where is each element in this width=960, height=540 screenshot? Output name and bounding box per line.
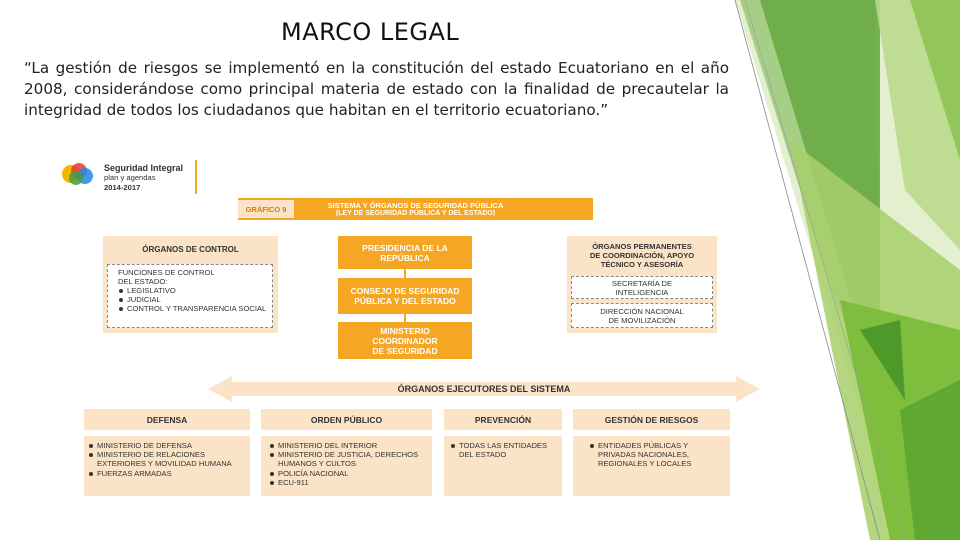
control-organs-panel: [103, 236, 278, 333]
logo-text: [104, 163, 196, 192]
list-item: LEGISLATIVO: [118, 286, 262, 295]
logo-years: 2014-2017: [104, 183, 141, 192]
prevention-list: [450, 441, 556, 459]
list-item: CONTROL Y TRANSPARENCIA SOCIAL: [118, 304, 267, 313]
list-item: MINISTERIO DE JUSTICIA, DERECHOS HUMANOS Y CULTOS: [269, 450, 424, 468]
connector: [404, 314, 406, 322]
control-functions-box: [107, 264, 273, 328]
defense-list: [88, 441, 246, 478]
intelligence-secretariat-box: SECRETARÍA DE INTELIGENCIA: [571, 276, 713, 299]
security-council-box: CONSEJO DE SEGURIDAD PÚBLICA Y DEL ESTADO: [338, 278, 472, 314]
list-item: POLICÍA NACIONAL: [269, 469, 424, 478]
risk-management-list: [589, 441, 714, 469]
national-mobilization-box: DIRECCIÓN NACIONAL DE MOVILIZACIÓN: [571, 303, 713, 328]
list-item: ECU-911: [269, 478, 424, 487]
slide-title: MARCO LEGAL: [281, 18, 460, 46]
executors-label: ÓRGANOS EJECUTORES DEL SISTEMA: [397, 384, 571, 394]
control-functions-list: [118, 286, 267, 314]
logo-subtitle: plan y agendas: [104, 173, 156, 182]
control-functions-title: FUNCIONES DE CONTROL DEL ESTADO:: [118, 268, 215, 286]
list-item: JUDICIAL: [118, 295, 262, 304]
defense-list-panel: [84, 436, 250, 496]
figure-badge: GRÁFICO 9: [238, 200, 294, 218]
coordinating-ministry-box: MINISTERIO COORDINADOR DE SEGURIDAD: [338, 322, 472, 359]
seguridad-integral-logo-icon: [59, 162, 99, 186]
public-order-header: ORDEN PÚBLICO: [261, 409, 432, 430]
presidency-box: PRESIDENCIA DE LA REPÚBLICA: [338, 236, 472, 269]
permanent-organs-panel: [567, 236, 717, 333]
banner-title: SISTEMA Y ÓRGANOS DE SEGURIDAD PÚBLICA: [327, 201, 504, 210]
logo-divider: [195, 160, 197, 194]
control-organs-header: ÓRGANOS DE CONTROL: [142, 244, 239, 254]
public-order-list: [269, 441, 424, 487]
prevention-list-panel: [444, 436, 562, 496]
banner-subtitle: (LEY DE SEGURIDAD PÚBLICA Y DEL ESTADO): [335, 210, 496, 217]
defense-header: DEFENSA: [84, 409, 250, 430]
connector: [404, 269, 406, 278]
public-order-list-panel: [261, 436, 432, 496]
list-item: FUERZAS ARMADAS: [88, 469, 246, 478]
prevention-header: PREVENCIÓN: [444, 409, 562, 430]
list-item: TODAS LAS ENTIDADES DEL ESTADO: [450, 441, 556, 459]
list-item: ENTIDADES PÚBLICAS Y PRIVADAS NACIONALES, REGIONALES Y LOCALES: [589, 441, 714, 469]
logo-title: Seguridad Integral: [104, 163, 184, 173]
permanent-organs-header: ÓRGANOS PERMANENTES DE COORDINACIÓN, APOYO TÉCNICO Y ASESORÍA: [589, 241, 695, 269]
risk-management-header: GESTIÓN DE RIESGOS: [573, 409, 730, 430]
list-item: MINISTERIO DE RELACIONES EXTERIORES Y MOVILIDAD HUMANA: [88, 450, 246, 468]
list-item: MINISTERIO DEL INTERIOR: [269, 441, 424, 450]
risk-management-list-panel: [573, 436, 730, 496]
list-item: MINISTERIO DE DEFENSA: [88, 441, 246, 450]
slide-quote: “La gestión de riesgos se implementó en la constitución del estado Ecuatoriano en el año 2008, considerándose como principal materia de estado con la finalidad de precautelar la integridad de todos los ciudadanos que habitan en el territorio ecuatoriano.”: [24, 59, 729, 119]
